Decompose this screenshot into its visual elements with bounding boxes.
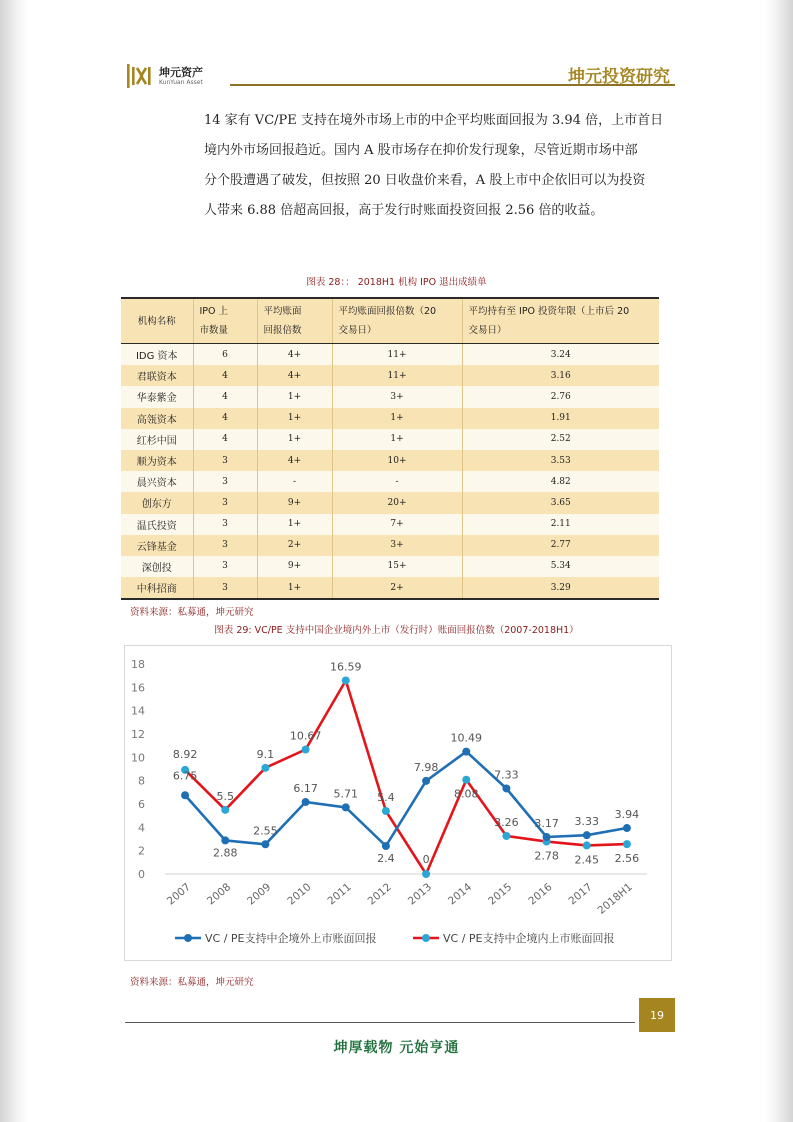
y-tick-label: 18: [131, 658, 145, 671]
chart-caption: 图表 29: VC/PE 支持中国企业境内外上市（发行时）账面回报倍数（2007-2018H1）: [214, 625, 579, 636]
cell-ipo-count: 3: [193, 471, 257, 492]
table-row: [121, 365, 659, 386]
y-tick-label: 6: [138, 798, 145, 811]
table-row: [121, 344, 659, 366]
series-domestic-label: 5.5: [216, 789, 234, 803]
table-row: [121, 514, 659, 535]
cell-institution: 中科招商: [121, 577, 193, 599]
cell-avg-return: 1+: [257, 429, 332, 450]
x-tick-label: 2014: [445, 881, 475, 908]
cell-ipo-count: 3: [193, 514, 257, 535]
cell-avg-return-20d: 11+: [332, 365, 462, 386]
x-tick-label: 2017: [566, 881, 595, 908]
y-tick-label: 16: [131, 681, 145, 695]
cell-holding-years: 2.52: [462, 429, 659, 450]
series-domestic-label: 2.56: [614, 852, 640, 866]
series-domestic-point: [261, 764, 269, 772]
series-overseas-label: 3.33: [574, 815, 599, 829]
header-avg-return: 平均账面 回报倍数: [257, 298, 332, 344]
cell-ipo-count: 3: [193, 535, 257, 556]
cell-holding-years: 1.91: [462, 408, 659, 429]
cell-institution: 红杉中国: [121, 429, 193, 450]
cell-avg-return-20d: -: [332, 471, 462, 492]
y-tick-label: 0: [138, 868, 145, 881]
body-line: 人带来 6.88 倍超高回报，高于发行时账面投资回报 2.56 倍的收益。: [204, 203, 604, 218]
cell-avg-return-20d: 10+: [332, 450, 462, 471]
table-row: [121, 408, 659, 429]
series-domestic-point: [382, 807, 390, 815]
cell-institution: 深创投: [121, 556, 193, 577]
x-tick-label: 2012: [365, 881, 394, 908]
footer-slogan: 坤厚载物 元始亨通: [333, 1040, 460, 1056]
series-domestic-point: [302, 746, 310, 754]
page-shadow-right: [765, 0, 793, 1122]
series-domestic-label: 0: [422, 853, 430, 866]
header-divider: [230, 84, 675, 86]
cell-avg-return-20d: 1+: [332, 429, 462, 450]
cell-institution: 晨兴资本: [121, 471, 193, 492]
legend-label: VC / PE支持中企境内上市账面回报: [443, 932, 615, 945]
cell-avg-return-20d: 11+: [332, 344, 462, 366]
series-overseas-label: 7.98: [413, 760, 439, 774]
y-tick-label: 14: [131, 704, 145, 718]
x-tick-label: 2011: [325, 881, 354, 908]
cell-holding-years: 3.29: [462, 577, 659, 599]
cell-holding-years: 2.77: [462, 535, 659, 556]
series-domestic-label: 2.45: [574, 853, 599, 867]
body-line: 境内外市场回报趋近。国内 A 股市场存在抑价发行现象，尽管近期市场中部: [204, 143, 638, 158]
cell-avg-return: 1+: [257, 386, 332, 407]
series-domestic-label: 8.92: [172, 747, 198, 761]
series-domestic-label: 5.4: [377, 791, 395, 804]
cell-avg-return: 4+: [257, 450, 332, 471]
series-overseas-point: [342, 803, 350, 811]
series-overseas-label: 6.17: [293, 782, 318, 796]
cell-institution: 创东方: [121, 492, 193, 513]
series-overseas-point: [181, 791, 189, 799]
table-row: [121, 556, 659, 577]
cell-avg-return-20d: 15+: [332, 556, 462, 577]
series-domestic-label: 8.08: [454, 787, 479, 801]
y-tick-label: 2: [138, 844, 145, 858]
cell-avg-return: -: [257, 471, 332, 492]
series-overseas-point: [623, 824, 631, 832]
table-row: [121, 450, 659, 471]
cell-ipo-count: 4: [193, 408, 257, 429]
x-tick-label: 2009: [245, 881, 274, 908]
series-overseas-label: 2.88: [213, 846, 238, 860]
series-overseas-point: [261, 840, 269, 848]
cell-institution: 君联资本: [121, 365, 193, 386]
body-line: 14 家有 VC/PE 支持在境外市场上市的中企平均账面回报为 3.94 倍，上市首日: [204, 113, 664, 128]
table-row: [121, 386, 659, 407]
series-overseas-point: [583, 831, 591, 839]
header-title: 坤元投资研究: [568, 67, 670, 87]
table-row: [121, 471, 659, 492]
cell-avg-return-20d: 3+: [332, 535, 462, 556]
series-domestic-label: 9.1: [256, 747, 275, 761]
legend-label: VC / PE支持中企境外上市账面回报: [205, 932, 377, 945]
series-overseas-label: 7.33: [494, 768, 519, 782]
cell-avg-return: 1+: [257, 408, 332, 429]
cell-avg-return: 4+: [257, 365, 332, 386]
cell-holding-years: 3.53: [462, 450, 659, 471]
table-source: 资料来源：私募通，坤元研究: [130, 607, 254, 618]
cell-institution: 顺为资本: [121, 450, 193, 471]
series-overseas-line: [185, 752, 627, 846]
cell-holding-years: 2.11: [462, 514, 659, 535]
series-overseas-label: 3.94: [614, 808, 640, 822]
series-overseas-label: 2.55: [253, 824, 278, 838]
footer-divider: [125, 1022, 635, 1023]
series-domestic-point: [462, 776, 470, 784]
cell-institution: 温氏投资: [121, 514, 193, 535]
cell-ipo-count: 4: [193, 429, 257, 450]
series-domestic-label: 2.78: [534, 849, 559, 863]
cell-ipo-count: 4: [193, 365, 257, 386]
series-overseas-label: 6.75: [172, 769, 198, 783]
cell-avg-return: 1+: [257, 514, 332, 535]
cell-institution: IDG 资本: [121, 344, 193, 366]
cell-institution: 华泰紫金: [121, 386, 193, 407]
series-overseas-label: 3.17: [534, 817, 559, 831]
x-tick-label: 2015: [486, 881, 515, 908]
x-tick-label: 2007: [164, 881, 194, 908]
series-domestic-line: [185, 681, 627, 875]
cell-avg-return: 9+: [257, 492, 332, 513]
cell-ipo-count: 4: [193, 386, 257, 407]
series-overseas-point: [502, 784, 510, 792]
x-tick-label: 2016: [526, 881, 555, 908]
y-tick-label: 10: [131, 751, 145, 765]
cell-avg-return-20d: 7+: [332, 514, 462, 535]
x-tick-label: 2013: [405, 881, 435, 908]
cell-holding-years: 3.16: [462, 365, 659, 386]
logo-name-en: KunYuan Asset: [159, 78, 203, 86]
header-institution: 机构名称: [121, 298, 193, 344]
header-holding-years: 平均持有至 IPO 投资年限（上市后 20 交易日）: [462, 298, 659, 344]
table-row: [121, 577, 659, 599]
series-overseas-label: 5.71: [333, 787, 358, 801]
table-row: [121, 535, 659, 556]
y-tick-label: 8: [138, 774, 145, 788]
body-paragraph: [204, 106, 678, 226]
cell-avg-return: 1+: [257, 577, 332, 599]
cell-avg-return-20d: 3+: [332, 386, 462, 407]
series-domestic-label: 3.26: [494, 815, 519, 829]
series-overseas-point: [422, 777, 430, 785]
ipo-exit-table: [121, 297, 659, 600]
cell-institution: 云锋基金: [121, 535, 193, 556]
cell-holding-years: 2.76: [462, 386, 659, 407]
table-caption: 图表 28：： 2018H1 机构 IPO 退出成绩单: [306, 277, 487, 288]
cell-holding-years: 3.65: [462, 492, 659, 513]
table-row: [121, 429, 659, 450]
cell-ipo-count: 3: [193, 450, 257, 471]
cell-avg-return-20d: 2+: [332, 577, 462, 599]
legend-marker-swatch: [422, 934, 430, 942]
cell-holding-years: 3.24: [462, 344, 659, 366]
x-tick-label: 2010: [285, 881, 314, 908]
series-overseas-point: [543, 833, 551, 841]
y-tick-label: 4: [138, 821, 145, 835]
table-row: [121, 492, 659, 513]
cell-ipo-count: 3: [193, 577, 257, 599]
series-domestic-point: [422, 870, 430, 878]
series-overseas-point: [462, 748, 470, 756]
chart-svg: [125, 646, 671, 960]
series-domestic-point: [583, 841, 591, 849]
header-ipo-count: IPO 上 市数量: [193, 298, 257, 344]
cell-avg-return: 9+: [257, 556, 332, 577]
cell-institution: 高瓴资本: [121, 408, 193, 429]
cell-ipo-count: 3: [193, 556, 257, 577]
series-overseas-point: [302, 798, 310, 806]
company-logo: [126, 60, 203, 92]
cell-ipo-count: 3: [193, 492, 257, 513]
cell-avg-return: 2+: [257, 535, 332, 556]
y-tick-label: 12: [131, 728, 145, 741]
page-number: 19: [639, 998, 675, 1032]
series-domestic-point: [342, 676, 350, 684]
series-overseas-label: 10.49: [450, 731, 482, 745]
cell-avg-return: 4+: [257, 344, 332, 366]
kunyuan-logo-icon: [126, 62, 154, 90]
chart-source: 资料来源：私募通，坤元研究: [130, 977, 254, 988]
x-tick-label: 2018H1: [595, 881, 635, 917]
series-domestic-point: [502, 832, 510, 840]
series-overseas-point: [221, 836, 229, 844]
cell-holding-years: 5.34: [462, 556, 659, 577]
return-multiple-chart: [124, 645, 672, 961]
page-shadow-left: [0, 0, 28, 1122]
series-overseas-point: [382, 842, 390, 850]
series-domestic-label: 10.67: [289, 729, 322, 743]
header-avg-return-20d: 平均账面回报倍数（20 交易日）: [332, 298, 462, 344]
legend-marker-swatch: [184, 934, 192, 942]
logo-name-cn: 坤元资产: [159, 65, 203, 79]
series-domestic-point: [623, 840, 631, 848]
series-overseas-label: 2.4: [377, 852, 395, 865]
series-domestic-label: 16.59: [330, 660, 362, 674]
table-header-row: [121, 298, 659, 344]
series-domestic-point: [221, 806, 229, 814]
cell-holding-years: 4.82: [462, 471, 659, 492]
cell-ipo-count: 6: [193, 344, 257, 366]
cell-avg-return-20d: 20+: [332, 492, 462, 513]
cell-avg-return-20d: 1+: [332, 408, 462, 429]
body-line: 分个股遭遇了破发，但按照 20 日收盘价来看，A 股上市中企依旧可以为投资: [204, 173, 646, 188]
x-tick-label: 2008: [204, 881, 234, 908]
